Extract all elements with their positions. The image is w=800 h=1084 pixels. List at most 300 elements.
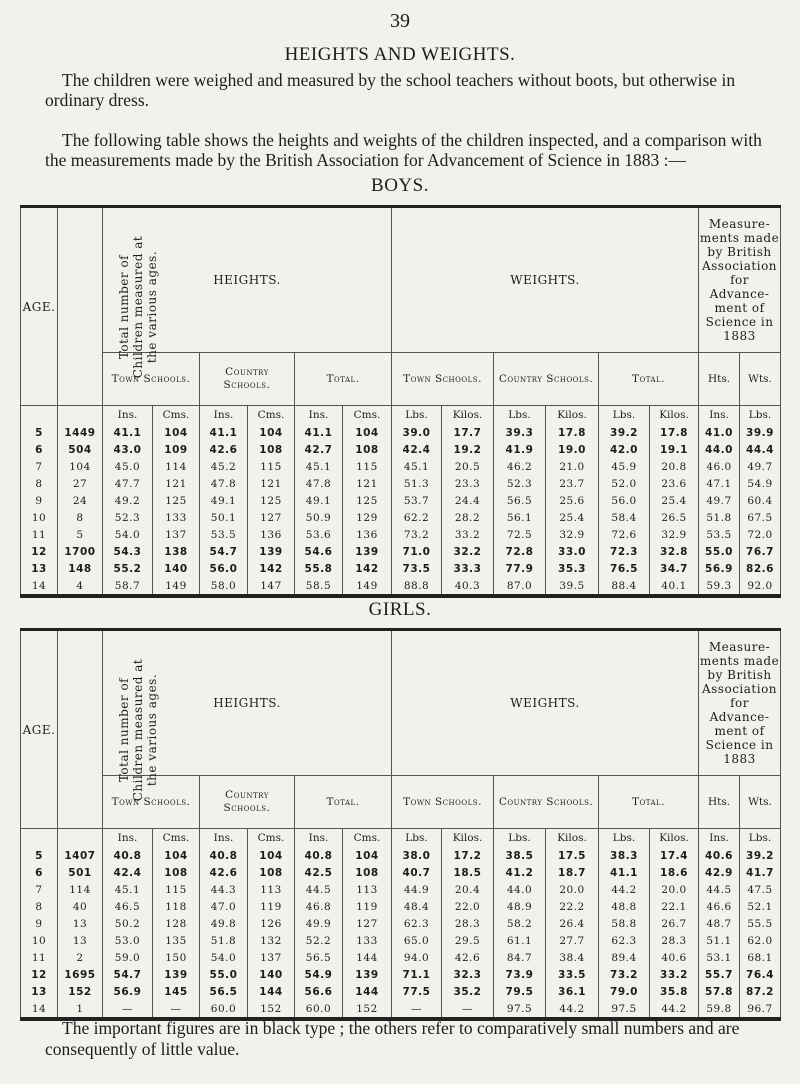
footer-note: The important figures are in black type ; the others refer to comparatively small numbers and are consequently of little value. [45,1018,740,1059]
value-cell: 40.8 [103,847,153,864]
value-cell: 41.1 [599,864,650,881]
value-cell: 41.1 [295,424,343,441]
value-cell: 152 [343,1000,392,1019]
value-cell: 58.8 [599,915,650,932]
value-cell: 40.8 [295,847,343,864]
value-cell: 53.0 [103,932,153,949]
heights-header: HEIGHTS. [103,630,392,776]
value-cell: 52.3 [103,509,153,526]
value-cell: 42.9 [699,864,740,881]
value-cell: 73.2 [392,526,442,543]
value-cell: 38.4 [546,949,599,966]
age-cell: 10 [21,509,58,526]
value-cell: 152 [248,1000,295,1019]
table-row [21,881,781,898]
unit-label: Kilos. [650,829,699,848]
value-cell: 47.5 [740,881,781,898]
town-schools-weights-header [392,776,494,829]
value-cell: 20.0 [650,881,699,898]
value-cell: 28.3 [650,932,699,949]
value-cell: 128 [153,915,200,932]
table-row [21,966,781,983]
value-cell: 23.3 [442,475,494,492]
count-cell: 8 [58,509,103,526]
count-cell: 1 [58,1000,103,1019]
value-cell: 32.2 [442,543,494,560]
value-cell: 50.9 [295,509,343,526]
count-cell: 4 [58,577,103,596]
count-cell: 1695 [58,966,103,983]
value-cell: 142 [248,560,295,577]
value-cell: 44.5 [699,881,740,898]
value-cell: 113 [343,881,392,898]
value-cell: 104 [343,424,392,441]
value-cell: 17.8 [546,424,599,441]
value-cell: 60.0 [200,1000,248,1019]
value-cell: 53.5 [200,526,248,543]
value-cell: 46.6 [699,898,740,915]
value-cell: 87.2 [740,983,781,1000]
value-cell: 26.4 [546,915,599,932]
value-cell: 127 [248,509,295,526]
value-cell: 136 [343,526,392,543]
total-heights-header [295,353,392,406]
age-cell: 12 [21,543,58,560]
girls-section-title: GIRLS. [368,599,432,620]
value-cell: 48.4 [392,898,442,915]
unit-label: Cms. [153,829,200,848]
value-cell: 51.3 [392,475,442,492]
value-cell: 26.5 [650,509,699,526]
value-cell: 104 [248,847,295,864]
value-cell: 133 [343,932,392,949]
unit-label: Lbs. [392,829,442,848]
table-row [21,424,781,441]
value-cell: 22.0 [442,898,494,915]
value-cell: 60.0 [295,1000,343,1019]
weights-header: WEIGHTS. [392,630,699,776]
value-cell: 17.7 [442,424,494,441]
value-cell: 71.1 [392,966,442,983]
value-cell: 104 [153,424,200,441]
unit-label: Ins. [200,406,248,425]
value-cell: 40.6 [650,949,699,966]
value-cell: 38.5 [494,847,546,864]
value-cell: 39.3 [494,424,546,441]
unit-label: Kilos. [546,406,599,425]
value-cell: 41.0 [699,424,740,441]
count-cell: 148 [58,560,103,577]
value-cell: 61.1 [494,932,546,949]
count-cell: 504 [58,441,103,458]
value-cell: 49.7 [699,492,740,509]
unit-label: Cms. [248,829,295,848]
value-cell: 77.9 [494,560,546,577]
wts-header: Wts. [740,353,781,406]
value-cell: 42.6 [200,441,248,458]
table-row [21,543,781,560]
value-cell: 44.2 [650,1000,699,1019]
value-cell: 76.7 [740,543,781,560]
value-cell: 144 [248,983,295,1000]
count-cell: 13 [58,932,103,949]
country-schools-weights-header [494,353,599,406]
value-cell: 58.7 [103,577,153,596]
wts-header: Wts. [740,776,781,829]
value-cell: 62.0 [740,932,781,949]
value-cell: 137 [153,526,200,543]
age-cell: 9 [21,492,58,509]
unit-label: Kilos. [650,406,699,425]
intro-paragraph: The children were weighed and measured by the school teachers without boots, but otherwise in ordinary dress. [45,70,736,110]
country-schools-heights-header [200,776,295,829]
value-cell: 87.0 [494,577,546,596]
age-header: AGE. [21,630,58,829]
value-cell: 46.0 [699,458,740,475]
unit-label: Kilos. [546,829,599,848]
value-cell: 22.2 [546,898,599,915]
age-cell: 5 [21,424,58,441]
value-cell: 18.6 [650,864,699,881]
value-cell: 149 [153,577,200,596]
boys-section-title: BOYS. [371,175,429,196]
value-cell: — [392,1000,442,1019]
value-cell: 79.0 [599,983,650,1000]
value-cell: 54.6 [295,543,343,560]
value-cell: 72.3 [599,543,650,560]
value-cell: 56.5 [494,492,546,509]
measurements-header [699,630,781,776]
count-cell: 1449 [58,424,103,441]
value-cell: 19.1 [650,441,699,458]
value-cell: 51.8 [200,932,248,949]
value-cell: 54.9 [295,966,343,983]
value-cell: 126 [248,915,295,932]
value-cell: — [103,1000,153,1019]
value-cell: 108 [343,864,392,881]
value-cell: 17.4 [650,847,699,864]
weights-header: WEIGHTS. [392,207,699,353]
value-cell: 88.4 [599,577,650,596]
total-heights-header [295,776,392,829]
value-cell: 129 [343,509,392,526]
value-cell: 46.5 [103,898,153,915]
town-schools-heights-header-label: Town Schools. [111,372,191,385]
value-cell: 25.4 [650,492,699,509]
value-cell: 38.0 [392,847,442,864]
age-cell: 10 [21,932,58,949]
value-cell: 40.8 [200,847,248,864]
value-cell: 73.5 [392,560,442,577]
value-cell: 20.0 [546,881,599,898]
value-cell: 72.8 [494,543,546,560]
value-cell: 139 [248,543,295,560]
age-cell: 14 [21,1000,58,1019]
units-empty-cell [21,829,58,848]
country-schools-heights-header [200,353,295,406]
value-cell: 59.3 [699,577,740,596]
value-cell: 55.5 [740,915,781,932]
value-cell: 97.5 [599,1000,650,1019]
value-cell: 34.7 [650,560,699,577]
value-cell: 53.6 [295,526,343,543]
value-cell: 108 [248,441,295,458]
value-cell: 60.4 [740,492,781,509]
value-cell: 20.5 [442,458,494,475]
value-cell: 19.2 [442,441,494,458]
table-row [21,441,781,458]
value-cell: 71.0 [392,543,442,560]
value-cell: 54.7 [103,966,153,983]
value-cell: 47.7 [103,475,153,492]
age-cell: 14 [21,577,58,596]
table-row [21,509,781,526]
total-heights-header-label: Total. [326,372,360,385]
table-row [21,915,781,932]
total-heights-header-label: Total. [326,795,360,808]
value-cell: 140 [153,560,200,577]
value-cell: 42.6 [200,864,248,881]
value-cell: 49.1 [200,492,248,509]
value-cell: 24.4 [442,492,494,509]
value-cell: 137 [248,949,295,966]
value-cell: 113 [248,881,295,898]
value-cell: 144 [343,949,392,966]
table-row [21,847,781,864]
value-cell: 72.0 [740,526,781,543]
unit-label: Lbs. [392,406,442,425]
age-header: AGE. [21,207,58,406]
value-cell: 88.8 [392,577,442,596]
total-weights-header-label: Total. [631,795,666,808]
value-cell: 56.5 [295,949,343,966]
age-cell: 7 [21,881,58,898]
value-cell: 25.4 [546,509,599,526]
table-row [21,577,781,596]
value-cell: 56.5 [200,983,248,1000]
unit-label: Lbs. [494,406,546,425]
value-cell: 108 [343,441,392,458]
value-cell: 18.7 [546,864,599,881]
value-cell: 67.5 [740,509,781,526]
value-cell: 46.8 [295,898,343,915]
value-cell: 125 [343,492,392,509]
total-children-label: Total number of Children measured at the various ages. [117,658,159,801]
value-cell: 108 [248,864,295,881]
value-cell: 45.9 [599,458,650,475]
value-cell: 47.8 [295,475,343,492]
value-cell: 52.2 [295,932,343,949]
value-cell: 20.4 [442,881,494,898]
hts-header: Hts. [699,776,740,829]
value-cell: 125 [248,492,295,509]
country-schools-heights-header-label: Country Schools. [223,789,271,814]
value-cell: 96.7 [740,1000,781,1019]
value-cell: 19.0 [546,441,599,458]
girls-table [20,628,781,1021]
unit-label: Kilos. [442,829,494,848]
value-cell: 42.7 [295,441,343,458]
value-cell: 41.7 [740,864,781,881]
value-cell: — [442,1000,494,1019]
value-cell: 39.5 [546,577,599,596]
unit-label: Ins. [295,406,343,425]
value-cell: 54.9 [740,475,781,492]
value-cell: 68.1 [740,949,781,966]
value-cell: 44.3 [200,881,248,898]
value-cell: 45.1 [295,458,343,475]
age-cell: 8 [21,898,58,915]
measurements-label: Measure-ments made by British Association for Advance-ment of Science in 1883 [699,640,780,766]
value-cell: 76.5 [599,560,650,577]
value-cell: 21.0 [546,458,599,475]
value-cell: 65.0 [392,932,442,949]
value-cell: 104 [343,847,392,864]
value-cell: 149 [343,577,392,596]
value-cell: 139 [343,966,392,983]
unit-label: Lbs. [740,406,781,425]
table-row [21,458,781,475]
value-cell: 50.2 [103,915,153,932]
value-cell: 48.9 [494,898,546,915]
table-row [21,864,781,881]
value-cell: 121 [248,475,295,492]
total-children-label: Total number of Children measured at the various ages. [117,235,159,378]
value-cell: 35.3 [546,560,599,577]
unit-label: Lbs. [740,829,781,848]
value-cell: 43.0 [103,441,153,458]
count-cell: 152 [58,983,103,1000]
unit-label: Cms. [153,406,200,425]
value-cell: 144 [343,983,392,1000]
count-cell: 104 [58,458,103,475]
value-cell: 118 [153,898,200,915]
value-cell: 36.1 [546,983,599,1000]
value-cell: 62.3 [392,915,442,932]
value-cell: 119 [248,898,295,915]
town-schools-weights-header-label: Town Schools. [403,795,482,808]
count-cell: 2 [58,949,103,966]
value-cell: 50.1 [200,509,248,526]
country-schools-heights-header-label: Country Schools. [223,366,271,391]
count-cell: 40 [58,898,103,915]
value-cell: 53.5 [699,526,740,543]
value-cell: 33.2 [650,966,699,983]
value-cell: 45.1 [392,458,442,475]
value-cell: 138 [153,543,200,560]
value-cell: 42.4 [392,441,442,458]
value-cell: 55.2 [103,560,153,577]
value-cell: 49.7 [740,458,781,475]
value-cell: 54.3 [103,543,153,560]
value-cell: 44.9 [392,881,442,898]
value-cell: 115 [153,881,200,898]
value-cell: 17.8 [650,424,699,441]
comparison-paragraph: The following table shows the heights and weights of the children inspected, and a comparison with the measurements made by the British Association for Advancement of Science in 1883 :— [45,130,762,170]
value-cell: 46.2 [494,458,546,475]
measurements-label: Measure-ments made by British Association for Advance-ment of Science in 1883 [699,217,780,343]
value-cell: 23.6 [650,475,699,492]
value-cell: 27.7 [546,932,599,949]
value-cell: 139 [153,966,200,983]
age-cell: 13 [21,983,58,1000]
unit-label: Ins. [103,406,153,425]
town-schools-weights-header-label: Town Schools. [403,372,482,385]
value-cell: 62.2 [392,509,442,526]
table-row [21,560,781,577]
value-cell: 127 [343,915,392,932]
value-cell: 41.9 [494,441,546,458]
value-cell: 41.2 [494,864,546,881]
table-row [21,475,781,492]
value-cell: 25.6 [546,492,599,509]
value-cell: 58.0 [200,577,248,596]
value-cell: 54.0 [200,949,248,966]
count-cell: 1700 [58,543,103,560]
value-cell: 119 [343,898,392,915]
age-cell: 7 [21,458,58,475]
value-cell: 114 [153,458,200,475]
value-cell: 45.2 [200,458,248,475]
unit-label: Kilos. [442,406,494,425]
country-schools-weights-header-label: Country Schools. [498,795,594,808]
unit-label: Cms. [343,406,392,425]
value-cell: 125 [153,492,200,509]
count-cell: 24 [58,492,103,509]
town-schools-weights-header [392,353,494,406]
value-cell: 29.5 [442,932,494,949]
value-cell: 72.5 [494,526,546,543]
table-row [21,949,781,966]
value-cell: 55.8 [295,560,343,577]
value-cell: 45.1 [103,881,153,898]
hts-header: Hts. [699,353,740,406]
value-cell: 44.2 [599,881,650,898]
age-cell: 13 [21,560,58,577]
value-cell: 20.8 [650,458,699,475]
value-cell: 56.9 [103,983,153,1000]
value-cell: 136 [248,526,295,543]
value-cell: 55.7 [699,966,740,983]
value-cell: 54.0 [103,526,153,543]
value-cell: 40.1 [650,577,699,596]
value-cell: 147 [248,577,295,596]
value-cell: 104 [153,847,200,864]
total-weights-header-label: Total. [631,372,666,385]
value-cell: 55.0 [699,543,740,560]
value-cell: 72.6 [599,526,650,543]
value-cell: 44.5 [295,881,343,898]
value-cell: 59.8 [699,1000,740,1019]
value-cell: 28.2 [442,509,494,526]
value-cell: 58.4 [599,509,650,526]
value-cell: 51.8 [699,509,740,526]
age-cell: 6 [21,864,58,881]
table-row [21,526,781,543]
value-cell: 133 [153,509,200,526]
value-cell: 48.7 [699,915,740,932]
age-cell: 8 [21,475,58,492]
value-cell: 145 [153,983,200,1000]
value-cell: 58.5 [295,577,343,596]
value-cell: 58.2 [494,915,546,932]
value-cell: 142 [343,560,392,577]
country-schools-weights-header-label: Country Schools. [498,372,594,385]
value-cell: 55.0 [200,966,248,983]
value-cell: 42.5 [295,864,343,881]
count-cell: 5 [58,526,103,543]
value-cell: 41.1 [103,424,153,441]
